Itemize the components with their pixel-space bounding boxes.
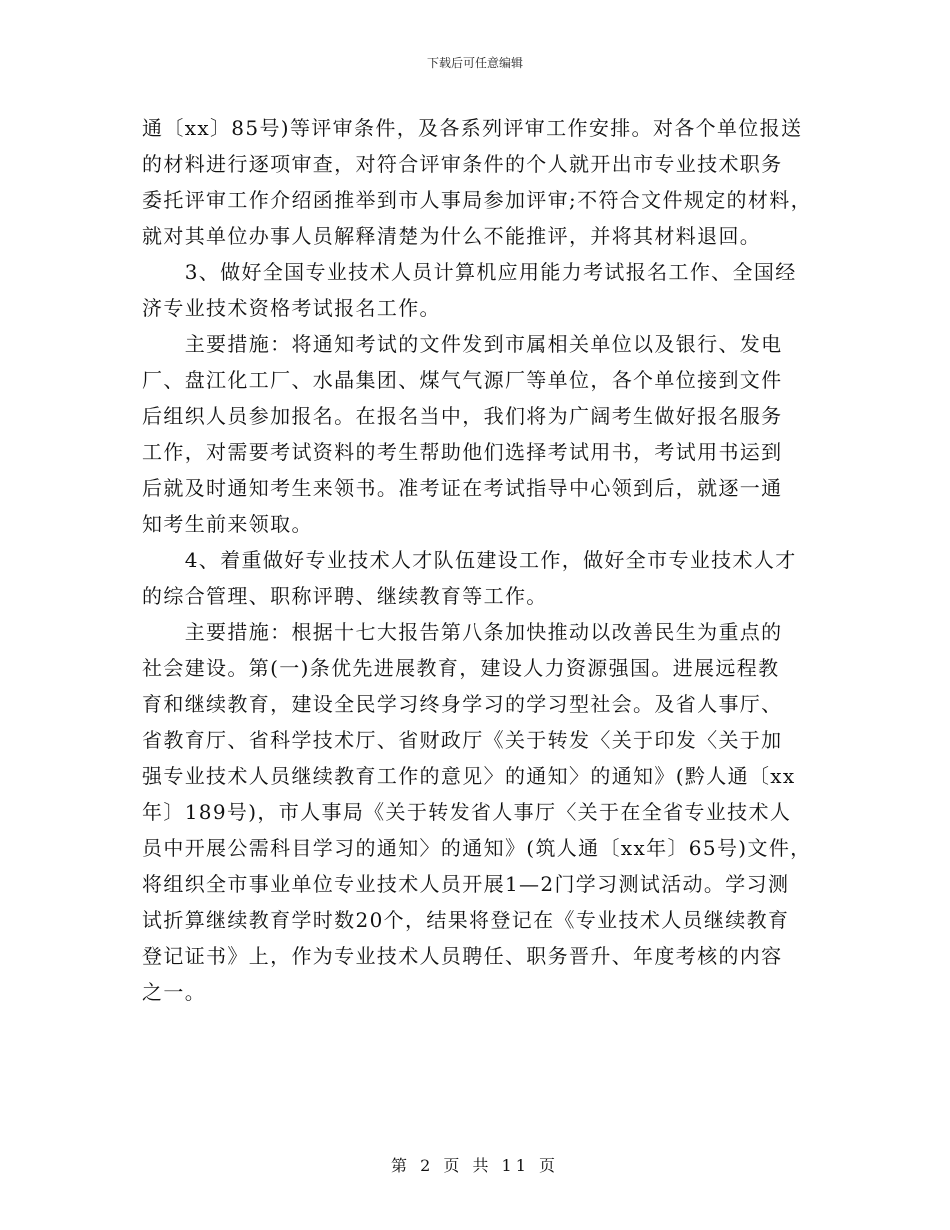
text-line: 知考生前来领取。 <box>142 512 313 536</box>
text-line: 的综合管理、职称评聘、继续教育等工作。 <box>142 584 548 608</box>
text-line: 育和继续教育，建设全民学习终身学习的学习型社会。及省人事厅、 <box>142 692 783 716</box>
text-line: 主要措施：将通知考试的文件发到市属相关单位以及银行、发电 <box>142 332 783 356</box>
text-line: 济专业技术资格考试报名工作。 <box>142 296 441 320</box>
page-header: 下载后可任意编辑 <box>426 56 523 70</box>
text-line: 后就及时通知考生来领书。准考证在考试指导中心领到后，就逐一通 <box>142 476 783 500</box>
text-line: 工作，对需要考试资料的考生帮助他们选择考试用书，考试用书运到 <box>142 440 783 464</box>
text-line: 通〔xx〕85号)等评审条件，及各系列评审工作安排。对各个单位报送 <box>142 116 803 140</box>
text-line: 社会建设。第(一)条优先进展教育，建设人力资源强国。进展远程教 <box>142 656 780 680</box>
text-line: 4、着重做好专业技术人才队伍建设工作，做好全市专业技术人才 <box>142 548 797 572</box>
text-line: 登记证书》上，作为专业技术人员聘任、职务晋升、年度考核的内容 <box>142 944 783 968</box>
page-footer: 第 2 页 共 11 页 <box>391 1156 559 1175</box>
text-line: 厂、盘江化工厂、水晶集团、煤气气源厂等单位，各个单位接到文件 <box>142 368 783 392</box>
text-line: 就对其单位办事人员解释清楚为什么不能推评，并将其材料退回。 <box>142 224 762 248</box>
text-line: 3、做好全国专业技术人员计算机应用能力考试报名工作、全国经 <box>142 260 797 284</box>
text-line: 试折算继续教育学时数20个，结果将登记在《专业技术人员继续教育 <box>142 908 790 932</box>
text-line: 的材料进行逐项审查，对符合评审条件的个人就开出市专业技术职务 <box>142 152 783 176</box>
text-line: 后组织人员参加报名。在报名当中，我们将为广阔考生做好报名服务 <box>142 404 783 428</box>
text-line: 委托评审工作介绍函推举到市人事局参加评审;不符合文件规定的材料， <box>142 188 812 212</box>
text-line: 强专业技术人员继续教育工作的意见〉的通知〉的通知》(黔人通〔xx <box>142 764 796 788</box>
document-body <box>142 110 822 1010</box>
text-line: 年〕189号)，市人事局《关于转发省人事厅〈关于在全省专业技术人 <box>142 800 792 824</box>
text-line: 员中开展公需科目学习的通知〉的通知》(筑人通〔xx年〕65号)文件， <box>142 836 812 860</box>
text-line: 将组织全市事业单位专业技术人员开展1—2门学习测试活动。学习测 <box>142 872 790 896</box>
text-line: 省教育厅、省科学技术厅、省财政厅《关于转发〈关于印发〈关于加 <box>142 728 783 752</box>
text-line: 主要措施：根据十七大报告第八条加快推动以改善民生为重点的 <box>142 620 783 644</box>
text-line: 之一。 <box>142 980 207 1004</box>
